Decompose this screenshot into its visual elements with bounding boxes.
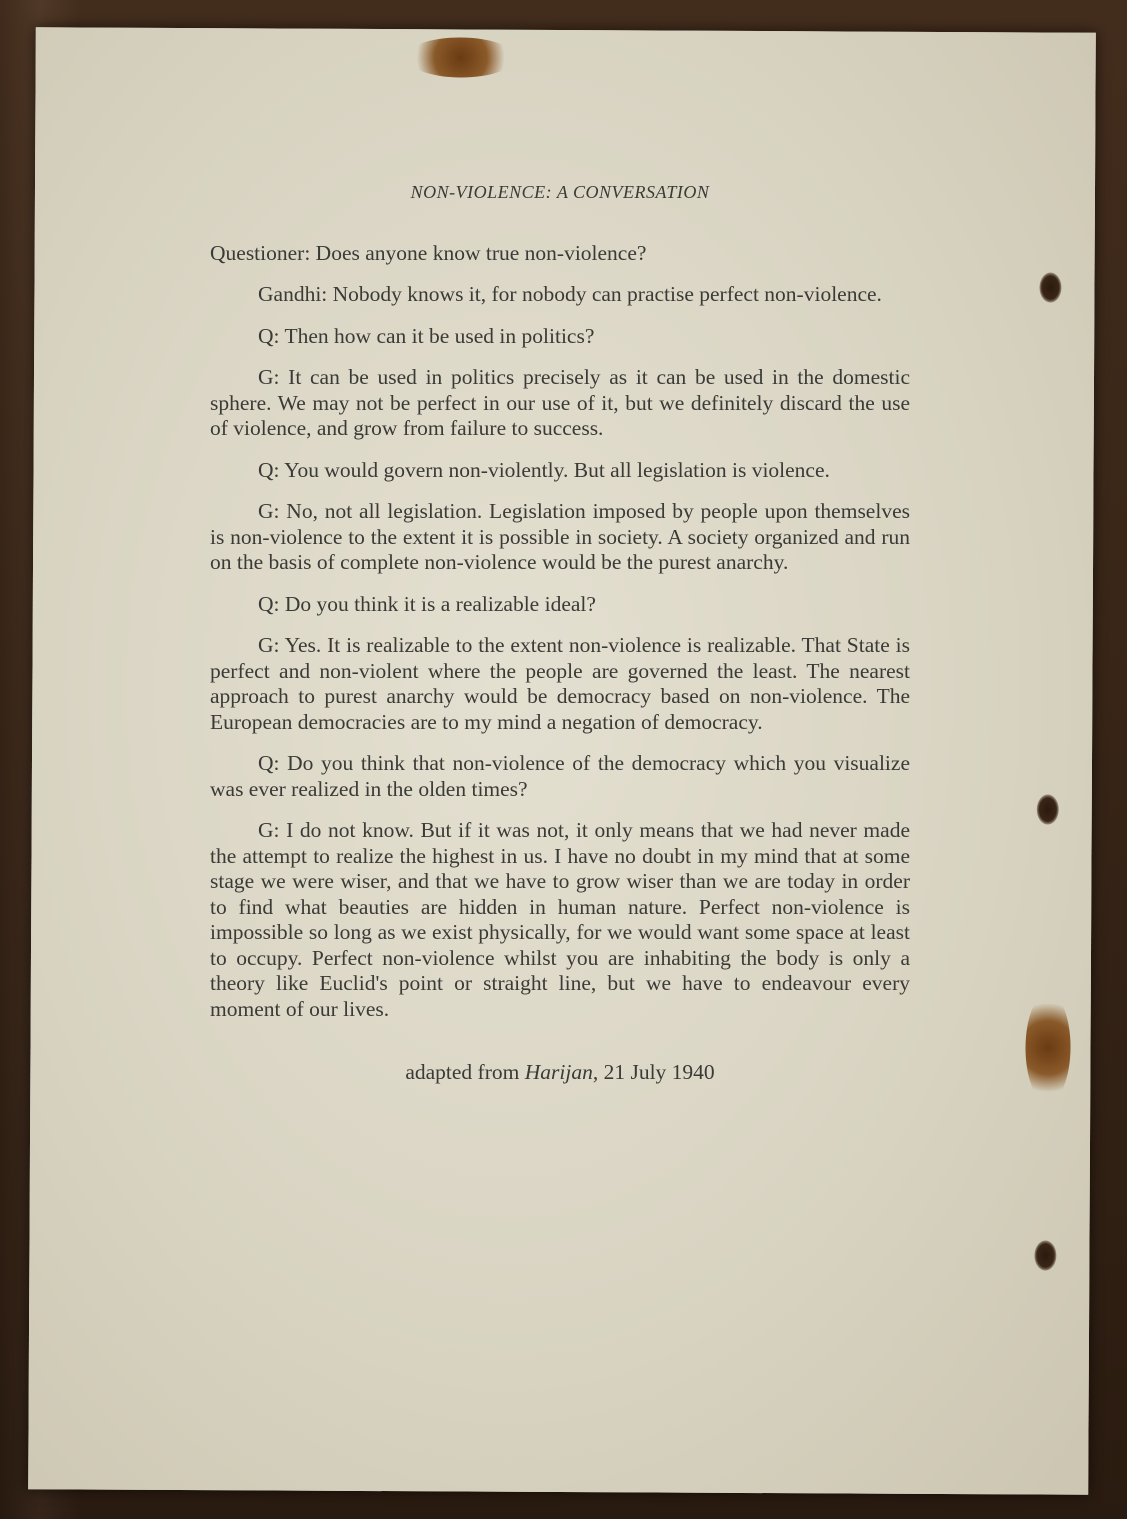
- citation-prefix: adapted from: [405, 1060, 525, 1084]
- paragraph: Q: Then how can it be used in politics?: [258, 323, 595, 348]
- punch-hole-bottom: [1034, 1240, 1056, 1270]
- citation-suffix: , 21 July 1940: [592, 1060, 715, 1084]
- edge-stain: [1025, 992, 1071, 1102]
- paragraph: G: It can be used in politics precisely as it can be used in the domestic sphere. We may not be perfect in our use of it, but we definitely discard the use of violence, and grow from failure to success.: [210, 365, 910, 440]
- paragraph: Questioner: Does anyone know true non-violence?: [210, 240, 647, 265]
- document-title: NON-VIOLENCE: A CONVERSATION: [410, 182, 710, 202]
- paragraph: G: No, not all legislation. Legislation imposed by people upon themselves is non-violence to the extent it is possible in society. A society organized and run on the basis of complete non-violence would be the purest anarchy.: [210, 499, 910, 574]
- citation: [210, 1060, 910, 1086]
- paragraph: G: I do not know. But if it was not, it only means that we had never made the attempt to realize the highest in us. I have no doubt in my mind that at some stage we were wiser, and that we have to grow wiser than we are today in order to find what beauties are hidden in human nature. Perfect non-violence is impossible so long as we exist physically, for we would want some space at least to occupy. Perfect non-violence whilst you are inhabiting the body is only a theory like Euclid's point or straight line, but we have to endeavour every moment of our lives.: [210, 818, 910, 1021]
- paragraph: Q: You would govern non-violently. But all legislation is violence.: [258, 457, 830, 482]
- citation-source: Harijan: [524, 1060, 593, 1084]
- paragraph: Q: Do you think it is a realizable ideal?: [258, 591, 596, 616]
- punch-hole-middle: [1037, 794, 1059, 824]
- paragraph: Q: Do you think that non-violence of the democracy which you visualize was ever realized in the olden times?: [210, 751, 910, 801]
- document-body: [210, 180, 910, 1086]
- paragraph: Gandhi: Nobody knows it, for nobody can practise perfect non-violence.: [258, 282, 882, 306]
- paragraph: G: Yes. It is realizable to the extent non-violence is realizable. That State is perfect and non-violent where the people are governed the least. The nearest approach to purest anarchy would be democracy based on non-violence. The European democracies are to my mind a negation of democracy.: [210, 633, 910, 734]
- top-stain: [406, 37, 516, 78]
- punch-hole-top: [1039, 272, 1061, 302]
